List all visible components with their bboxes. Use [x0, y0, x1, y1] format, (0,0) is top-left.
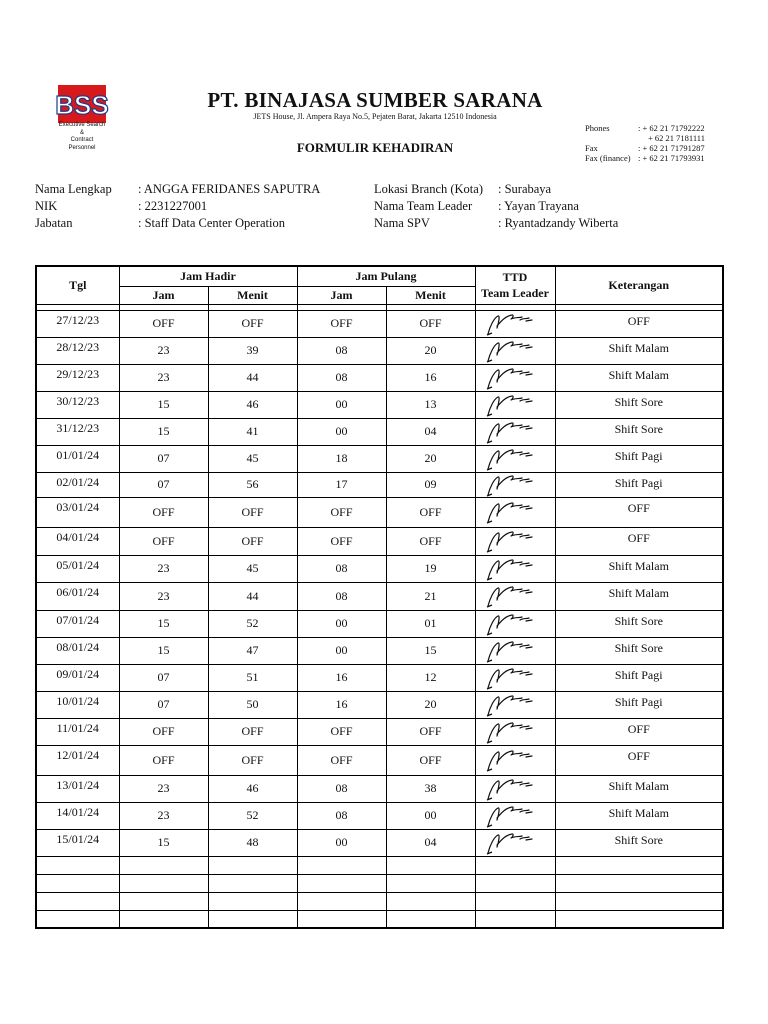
empty-cell: [208, 910, 297, 928]
cell-signature: [475, 391, 555, 418]
nik-label: NIK: [35, 199, 58, 213]
header-ttd-line2: Team Leader: [481, 286, 549, 301]
cell-keterangan: OFF: [555, 745, 723, 775]
table-row: [36, 337, 723, 364]
table-row: [36, 445, 723, 472]
employee-values-left: [138, 181, 320, 232]
cell-hadir-jam: 07: [119, 472, 208, 497]
empty-cell: [555, 874, 723, 892]
header-tgl: Tgl: [36, 266, 119, 304]
employee-values-right: [498, 181, 618, 232]
cell-tgl: 30/12/23: [36, 391, 119, 418]
cell-hadir-jam: 23: [119, 364, 208, 391]
spv-value: : Ryantadzandy Wiberta: [498, 216, 619, 230]
cell-tgl: 10/01/24: [36, 691, 119, 718]
cell-keterangan: OFF: [555, 527, 723, 555]
cell-signature: [475, 637, 555, 664]
branch-value: : Surabaya: [498, 182, 552, 196]
branch-label: Lokasi Branch (Kota): [374, 182, 483, 196]
table-row: [36, 555, 723, 582]
table-row: [36, 472, 723, 497]
cell-hadir-jam: 23: [119, 555, 208, 582]
signature-icon: [484, 447, 546, 471]
cell-signature: [475, 664, 555, 691]
cell-hadir-menit: 44: [208, 582, 297, 610]
table-row: [36, 718, 723, 745]
cell-hadir-jam: 15: [119, 391, 208, 418]
employee-labels-right: [374, 181, 483, 232]
empty-cell: [555, 910, 723, 928]
cell-signature: [475, 718, 555, 745]
cell-pulang-menit: 20: [386, 691, 475, 718]
cell-tgl: 29/12/23: [36, 364, 119, 391]
logo-caption-line: Executive Search: [58, 122, 106, 128]
header-ttd: [475, 266, 555, 304]
empty-row: [36, 874, 723, 892]
cell-tgl: 02/01/24: [36, 472, 119, 497]
jabatan-value: : Staff Data Center Operation: [138, 216, 285, 230]
table-row: [36, 310, 723, 337]
empty-cell: [386, 874, 475, 892]
cell-tgl: 04/01/24: [36, 527, 119, 555]
table-row: [36, 637, 723, 664]
cell-tgl: 15/01/24: [36, 829, 119, 856]
signature-icon: [484, 777, 546, 801]
cell-pulang-menit: 19: [386, 555, 475, 582]
signature-icon: [484, 720, 546, 744]
cell-keterangan: OFF: [555, 718, 723, 745]
form-title: FORMULIR KEHADIRAN: [296, 140, 454, 155]
cell-tgl: 11/01/24: [36, 718, 119, 745]
logo-caption-line: &: [79, 129, 84, 136]
contact-label: [585, 133, 631, 143]
signature-icon: [484, 557, 546, 581]
cell-pulang-jam: 18: [297, 445, 386, 472]
cell-hadir-menit: 51: [208, 664, 297, 691]
cell-hadir-jam: OFF: [119, 745, 208, 775]
cell-hadir-menit: 45: [208, 555, 297, 582]
cell-tgl: 14/01/24: [36, 802, 119, 829]
cell-signature: [475, 802, 555, 829]
contact-value: : + 62 21 71792222: [638, 123, 705, 133]
cell-signature: [475, 829, 555, 856]
empty-cell: [208, 892, 297, 910]
table-row: [36, 745, 723, 775]
empty-row: [36, 910, 723, 928]
signature-icon: [484, 666, 546, 690]
signature-icon: [484, 500, 546, 524]
contact-label: Phones: [585, 123, 610, 133]
cell-pulang-jam: OFF: [297, 718, 386, 745]
cell-hadir-menit: 48: [208, 829, 297, 856]
cell-keterangan: Shift Sore: [555, 610, 723, 637]
cell-signature: [475, 497, 555, 527]
cell-signature: [475, 582, 555, 610]
cell-hadir-jam: 15: [119, 418, 208, 445]
empty-cell: [555, 892, 723, 910]
cell-keterangan: OFF: [555, 310, 723, 337]
signature-icon: [484, 584, 546, 608]
leader-value: : Yayan Trayana: [498, 199, 579, 213]
cell-hadir-jam: 15: [119, 610, 208, 637]
cell-pulang-jam: 08: [297, 802, 386, 829]
cell-pulang-jam: 00: [297, 637, 386, 664]
table-row: [36, 691, 723, 718]
cell-signature: [475, 691, 555, 718]
table-row: [36, 582, 723, 610]
cell-hadir-jam: OFF: [119, 527, 208, 555]
cell-pulang-jam: 08: [297, 337, 386, 364]
cell-pulang-menit: 16: [386, 364, 475, 391]
cell-tgl: 27/12/23: [36, 310, 119, 337]
cell-tgl: 28/12/23: [36, 337, 119, 364]
cell-tgl: 09/01/24: [36, 664, 119, 691]
empty-cell: [475, 874, 555, 892]
signature-icon: [484, 366, 546, 390]
contact-label: Fax: [585, 143, 598, 153]
cell-keterangan: Shift Malam: [555, 337, 723, 364]
signature-icon: [484, 804, 546, 828]
company-address: JETS House, Jl. Ampera Raya No.5, Pejaten Barat, Jakarta 12510 Indonesia: [253, 112, 497, 121]
table-row: [36, 391, 723, 418]
cell-pulang-jam: 00: [297, 418, 386, 445]
header-jam-pulang: Jam Pulang: [297, 266, 475, 286]
cell-pulang-jam: 16: [297, 664, 386, 691]
cell-signature: [475, 310, 555, 337]
cell-keterangan: Shift Pagi: [555, 664, 723, 691]
empty-cell: [297, 874, 386, 892]
empty-cell: [297, 856, 386, 874]
company-name: PT. BINAJASA SUMBER SARANA: [207, 88, 543, 112]
cell-hadir-menit: 41: [208, 418, 297, 445]
cell-pulang-jam: 00: [297, 829, 386, 856]
cell-hadir-jam: OFF: [119, 718, 208, 745]
attendance-rows: [36, 310, 723, 928]
table-row: [36, 610, 723, 637]
empty-cell: [119, 856, 208, 874]
empty-row: [36, 856, 723, 874]
cell-hadir-menit: 50: [208, 691, 297, 718]
header-pulang-jam: Jam: [297, 286, 386, 304]
cell-tgl: 01/01/24: [36, 445, 119, 472]
signature-icon: [484, 473, 546, 497]
cell-pulang-menit: 20: [386, 337, 475, 364]
cell-signature: [475, 527, 555, 555]
cell-pulang-menit: OFF: [386, 310, 475, 337]
cell-hadir-menit: 52: [208, 610, 297, 637]
cell-signature: [475, 775, 555, 802]
signature-icon: [484, 831, 546, 855]
signature-icon: [484, 612, 546, 636]
signature-icon: [484, 748, 546, 772]
cell-pulang-menit: OFF: [386, 497, 475, 527]
cell-pulang-menit: OFF: [386, 745, 475, 775]
header-keterangan: Keterangan: [555, 266, 723, 304]
cell-pulang-menit: OFF: [386, 718, 475, 745]
cell-hadir-jam: OFF: [119, 497, 208, 527]
empty-cell: [386, 856, 475, 874]
cell-pulang-jam: OFF: [297, 497, 386, 527]
cell-keterangan: Shift Malam: [555, 364, 723, 391]
cell-hadir-menit: 46: [208, 775, 297, 802]
cell-hadir-menit: 39: [208, 337, 297, 364]
logo-caption-line: Personnel: [68, 144, 96, 151]
signature-icon: [484, 639, 546, 663]
empty-cell: [208, 874, 297, 892]
cell-tgl: 13/01/24: [36, 775, 119, 802]
spv-label: Nama SPV: [374, 216, 430, 230]
cell-hadir-menit: 44: [208, 364, 297, 391]
cell-hadir-menit: OFF: [208, 310, 297, 337]
cell-keterangan: Shift Malam: [555, 582, 723, 610]
cell-keterangan: Shift Sore: [555, 391, 723, 418]
empty-cell: [297, 910, 386, 928]
jabatan-label: Jabatan: [35, 216, 73, 230]
table-row: [36, 829, 723, 856]
cell-pulang-menit: 13: [386, 391, 475, 418]
signature-icon: [484, 312, 546, 336]
empty-row: [36, 892, 723, 910]
empty-cell: [475, 856, 555, 874]
cell-hadir-jam: 23: [119, 775, 208, 802]
cell-pulang-menit: 01: [386, 610, 475, 637]
cell-hadir-jam: 23: [119, 582, 208, 610]
header-jam-hadir: Jam Hadir: [119, 266, 297, 286]
header-pulang-menit: Menit: [386, 286, 475, 304]
cell-hadir-jam: OFF: [119, 310, 208, 337]
signature-icon: [484, 693, 546, 717]
table-row: [36, 497, 723, 527]
cell-pulang-jam: 08: [297, 775, 386, 802]
empty-cell: [297, 892, 386, 910]
employee-labels-left: [35, 181, 112, 232]
cell-signature: [475, 337, 555, 364]
empty-cell: [119, 892, 208, 910]
cell-hadir-jam: 23: [119, 802, 208, 829]
cell-signature: [475, 555, 555, 582]
cell-hadir-menit: OFF: [208, 745, 297, 775]
cell-hadir-jam: 07: [119, 691, 208, 718]
empty-cell: [475, 892, 555, 910]
table-row: [36, 364, 723, 391]
empty-cell: [386, 910, 475, 928]
signature-icon: [484, 420, 546, 444]
company-logo: [55, 85, 109, 123]
cell-keterangan: Shift Pagi: [555, 472, 723, 497]
cell-pulang-jam: 08: [297, 555, 386, 582]
contact-value: : + 62 21 71791287: [638, 143, 705, 153]
logo-caption: [48, 122, 116, 152]
table-row: [36, 802, 723, 829]
cell-pulang-menit: OFF: [386, 527, 475, 555]
cell-signature: [475, 418, 555, 445]
cell-hadir-jam: 07: [119, 445, 208, 472]
cell-tgl: 12/01/24: [36, 745, 119, 775]
logo-caption-line: Contract: [70, 137, 94, 143]
cell-keterangan: Shift Malam: [555, 555, 723, 582]
nik-value: : 2231227001: [138, 199, 208, 213]
contact-values: [638, 123, 705, 163]
table-row: [36, 775, 723, 802]
empty-cell: [36, 856, 119, 874]
empty-cell: [555, 856, 723, 874]
cell-pulang-menit: 38: [386, 775, 475, 802]
cell-keterangan: Shift Malam: [555, 775, 723, 802]
empty-cell: [119, 874, 208, 892]
cell-pulang-jam: 08: [297, 582, 386, 610]
cell-tgl: 05/01/24: [36, 555, 119, 582]
cell-keterangan: Shift Sore: [555, 418, 723, 445]
cell-hadir-menit: 52: [208, 802, 297, 829]
cell-keterangan: OFF: [555, 497, 723, 527]
cell-pulang-jam: 00: [297, 610, 386, 637]
contact-labels: [585, 123, 631, 163]
signature-icon: [484, 529, 546, 553]
cell-hadir-jam: 15: [119, 637, 208, 664]
signature-icon: [484, 339, 546, 363]
empty-cell: [208, 856, 297, 874]
cell-hadir-jam: 07: [119, 664, 208, 691]
cell-pulang-menit: 04: [386, 418, 475, 445]
cell-signature: [475, 445, 555, 472]
name-label: Nama Lengkap: [35, 182, 112, 196]
signature-icon: [484, 393, 546, 417]
cell-keterangan: Shift Pagi: [555, 691, 723, 718]
cell-tgl: 06/01/24: [36, 582, 119, 610]
cell-pulang-jam: 17: [297, 472, 386, 497]
cell-hadir-menit: OFF: [208, 718, 297, 745]
empty-cell: [36, 892, 119, 910]
cell-tgl: 31/12/23: [36, 418, 119, 445]
cell-pulang-jam: OFF: [297, 527, 386, 555]
cell-hadir-menit: OFF: [208, 497, 297, 527]
attendance-table: [35, 265, 724, 929]
header-ttd-line1: TTD: [502, 270, 528, 285]
cell-tgl: 03/01/24: [36, 497, 119, 527]
cell-pulang-menit: 00: [386, 802, 475, 829]
contact-value: + 62 21 7181111: [648, 133, 705, 143]
contact-label: Fax (finance): [585, 153, 631, 163]
cell-pulang-menit: 21: [386, 582, 475, 610]
table-row: [36, 418, 723, 445]
cell-hadir-menit: 45: [208, 445, 297, 472]
name-value: : ANGGA FERIDANES SAPUTRA: [138, 182, 321, 196]
cell-pulang-menit: 04: [386, 829, 475, 856]
empty-cell: [119, 910, 208, 928]
cell-signature: [475, 364, 555, 391]
header-hadir-jam: Jam: [119, 286, 208, 304]
empty-cell: [36, 874, 119, 892]
table-row: [36, 527, 723, 555]
cell-tgl: 08/01/24: [36, 637, 119, 664]
header-hadir-menit: Menit: [208, 286, 297, 304]
cell-pulang-menit: 12: [386, 664, 475, 691]
cell-signature: [475, 610, 555, 637]
cell-pulang-menit: 15: [386, 637, 475, 664]
cell-pulang-jam: 16: [297, 691, 386, 718]
cell-pulang-jam: OFF: [297, 745, 386, 775]
cell-pulang-menit: 09: [386, 472, 475, 497]
empty-cell: [36, 910, 119, 928]
cell-hadir-jam: 23: [119, 337, 208, 364]
contact-value: : + 62 21 71793931: [638, 153, 705, 163]
cell-hadir-menit: 47: [208, 637, 297, 664]
cell-keterangan: Shift Sore: [555, 637, 723, 664]
cell-pulang-jam: 08: [297, 364, 386, 391]
empty-cell: [386, 892, 475, 910]
table-row: [36, 664, 723, 691]
cell-pulang-jam: 00: [297, 391, 386, 418]
cell-signature: [475, 745, 555, 775]
cell-hadir-menit: 56: [208, 472, 297, 497]
cell-hadir-menit: 46: [208, 391, 297, 418]
cell-hadir-jam: 15: [119, 829, 208, 856]
cell-keterangan: Shift Pagi: [555, 445, 723, 472]
cell-signature: [475, 472, 555, 497]
cell-pulang-menit: 20: [386, 445, 475, 472]
leader-label: Nama Team Leader: [374, 199, 473, 213]
cell-keterangan: Shift Malam: [555, 802, 723, 829]
cell-pulang-jam: OFF: [297, 310, 386, 337]
cell-keterangan: Shift Sore: [555, 829, 723, 856]
cell-hadir-menit: OFF: [208, 527, 297, 555]
cell-tgl: 07/01/24: [36, 610, 119, 637]
empty-cell: [475, 910, 555, 928]
logo-text: BSS: [55, 90, 109, 120]
